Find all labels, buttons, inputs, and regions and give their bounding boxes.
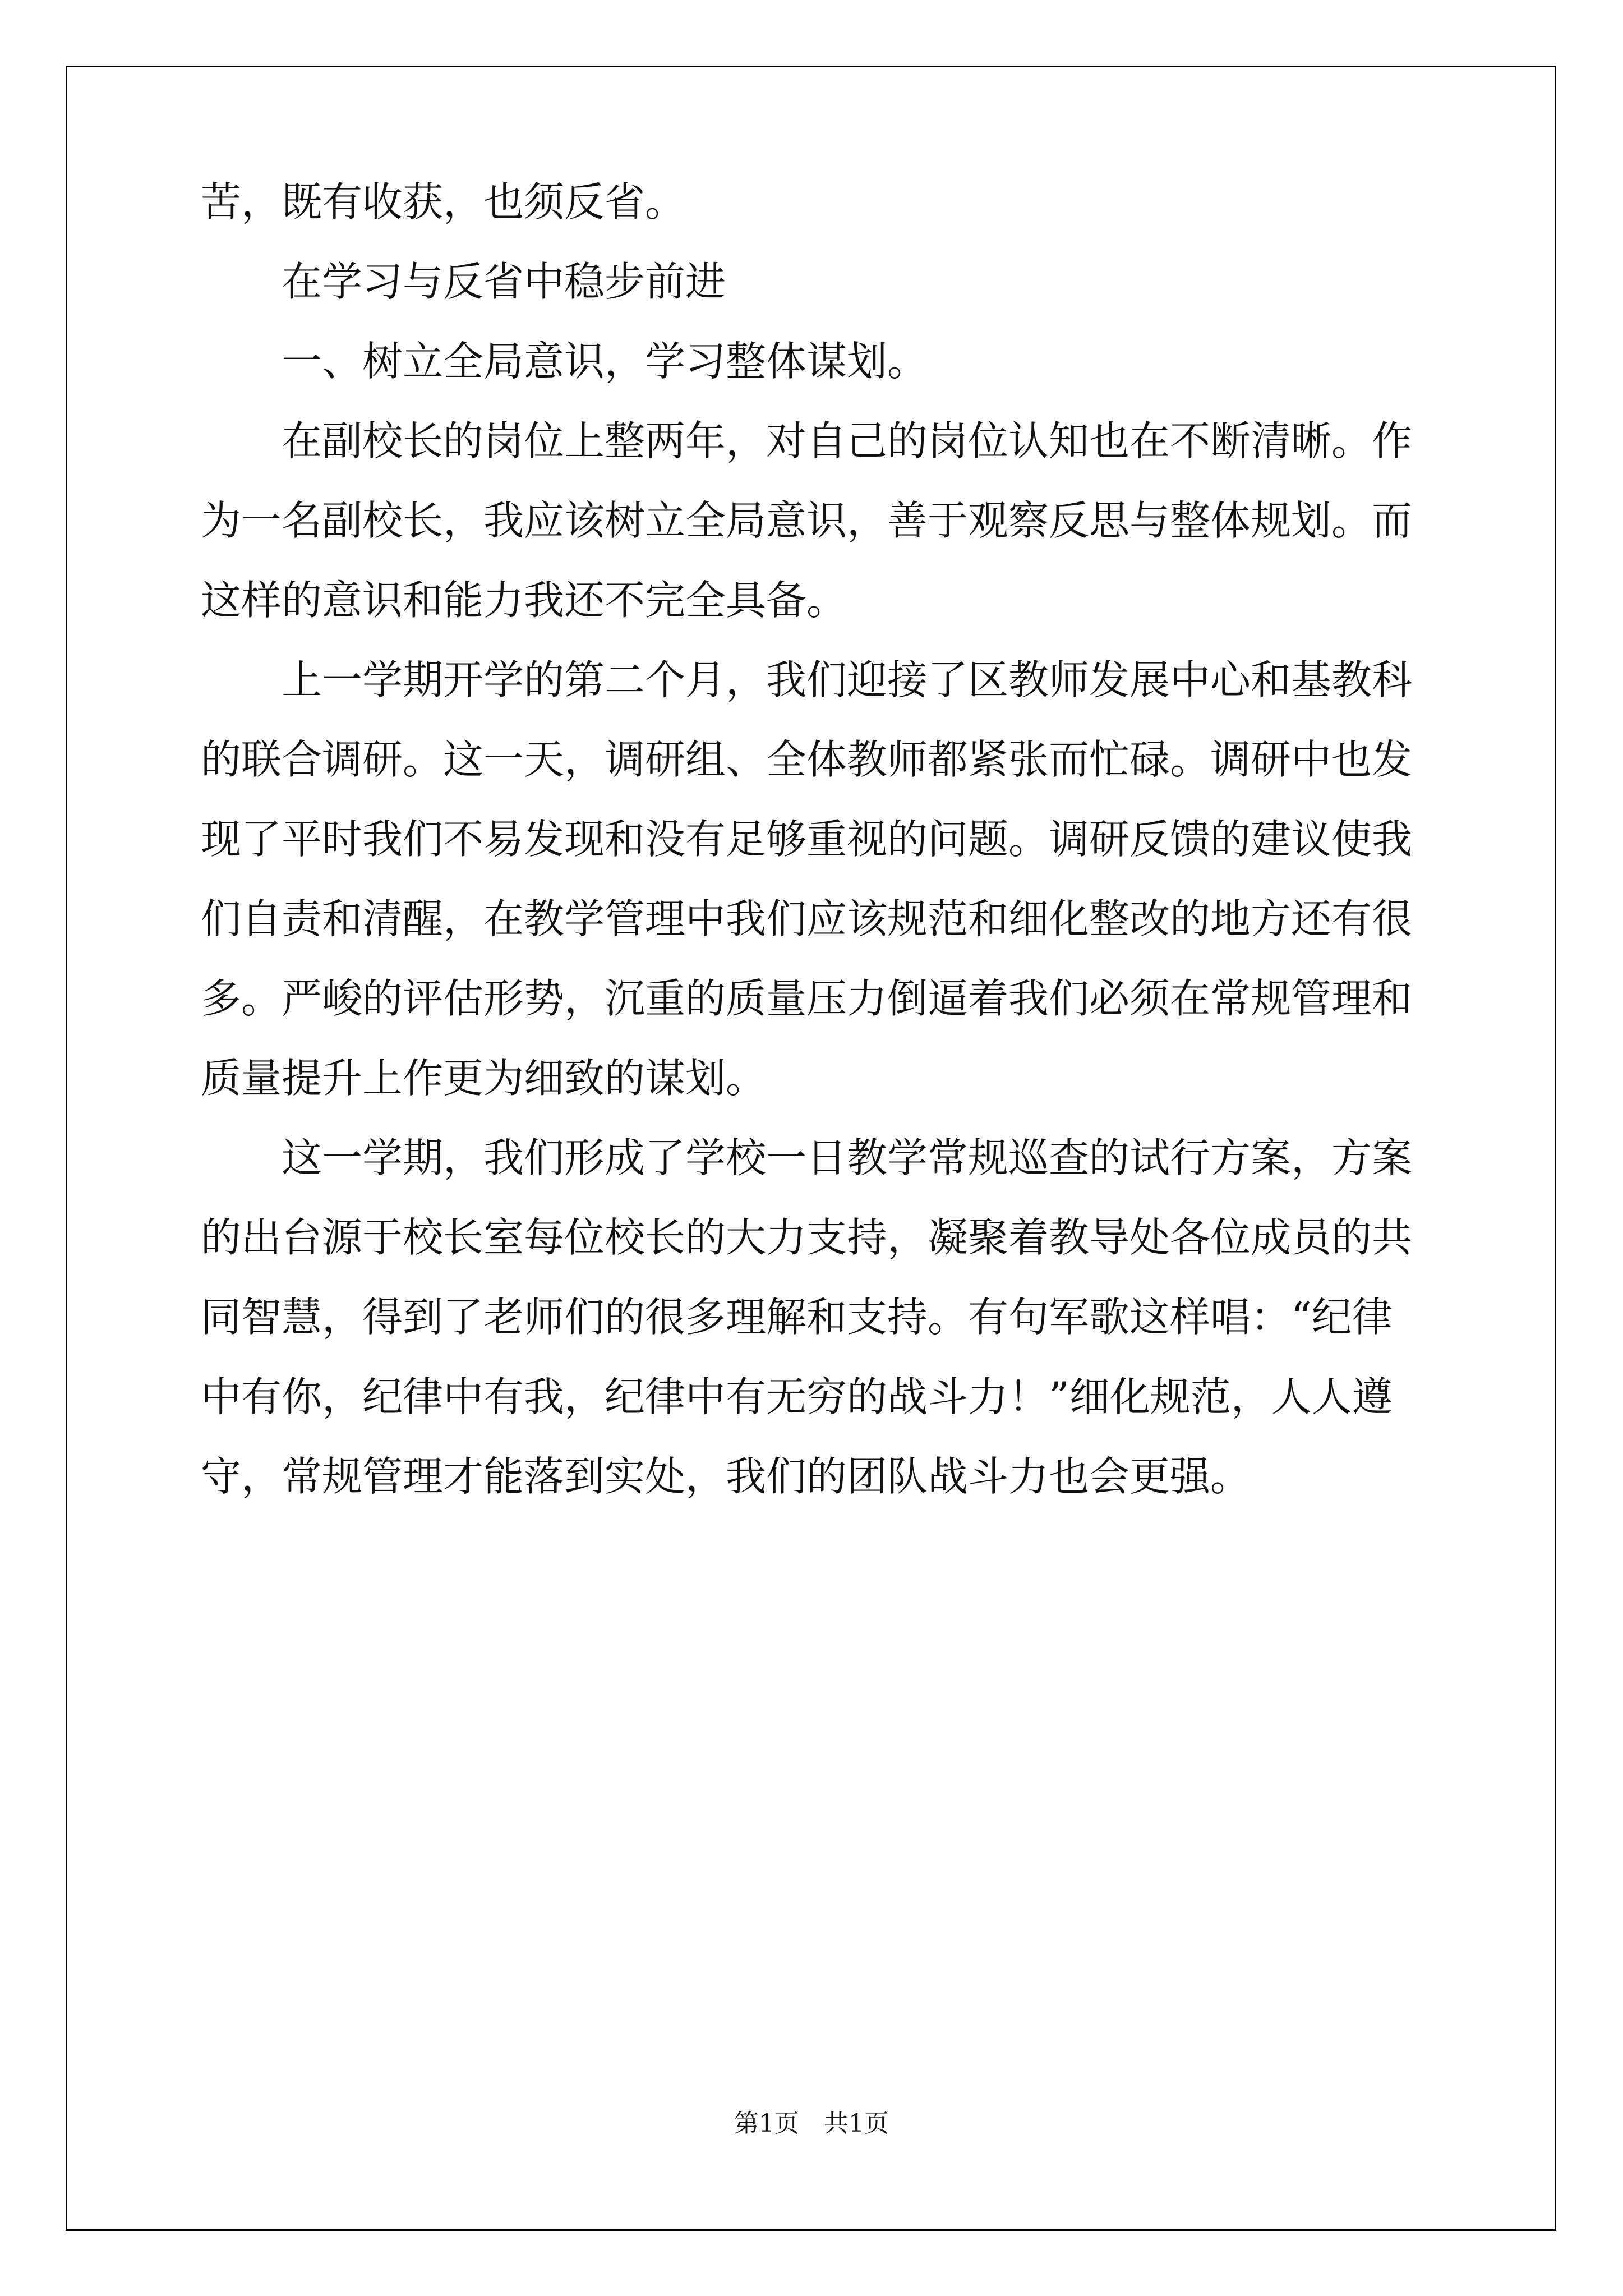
paragraph-line: 在副校长的岗位上整两年，对自己的岗位认知也在不断清晰。作 bbox=[282, 417, 1413, 464]
paragraph-line: 的出台源于校长室每位校长的大力支持，凝聚着教导处各位成员的共 bbox=[201, 1214, 1413, 1261]
paragraph-line: 为一名副校长，我应该树立全局意识，善于观察反思与整体规划。而 bbox=[201, 497, 1413, 544]
paragraph-line: 守，常规管理才能落到实处，我们的团队战斗力也会更强。 bbox=[201, 1453, 1251, 1500]
paragraph-line: 中有你，纪律中有我，纪律中有无穷的战斗力！”细化规范，人人遵 bbox=[201, 1373, 1393, 1420]
paragraph-line: 同智慧，得到了老师们的很多理解和支持。有句军歌这样唱：“纪律 bbox=[201, 1294, 1393, 1341]
paragraph-line: 的联合调研。这一天，调研组、全体教师都紧张而忙碌。调研中也发 bbox=[201, 736, 1413, 783]
paragraph-line: 多。严峻的评估形势，沉重的质量压力倒逼着我们必须在常规管理和 bbox=[201, 975, 1413, 1022]
paragraph-line: 上一学期开学的第二个月，我们迎接了区教师发展中心和基教科 bbox=[282, 656, 1413, 703]
text-line: 苦，既有收获，也须反省。 bbox=[201, 178, 686, 226]
paragraph-line: 们自责和清醒，在教学管理中我们应该规范和细化整改的地方还有很 bbox=[201, 895, 1413, 942]
paragraph-line: 质量提升上作更为细致的谋划。 bbox=[201, 1055, 767, 1102]
page-number-footer: 第1页 共1页 bbox=[734, 2109, 889, 2138]
paragraph-line: 这一学期，我们形成了学校一日教学常规巡查的试行方案，方案 bbox=[282, 1134, 1413, 1181]
section-heading: 一、树立全局意识，学习整体谋划。 bbox=[282, 338, 928, 385]
paragraph-line: 现了平时我们不易发现和没有足够重视的问题。调研反馈的建议使我 bbox=[201, 816, 1413, 863]
section-title: 在学习与反省中稳步前进 bbox=[282, 258, 726, 305]
paragraph-line: 这样的意识和能力我还不完全具备。 bbox=[201, 577, 847, 624]
